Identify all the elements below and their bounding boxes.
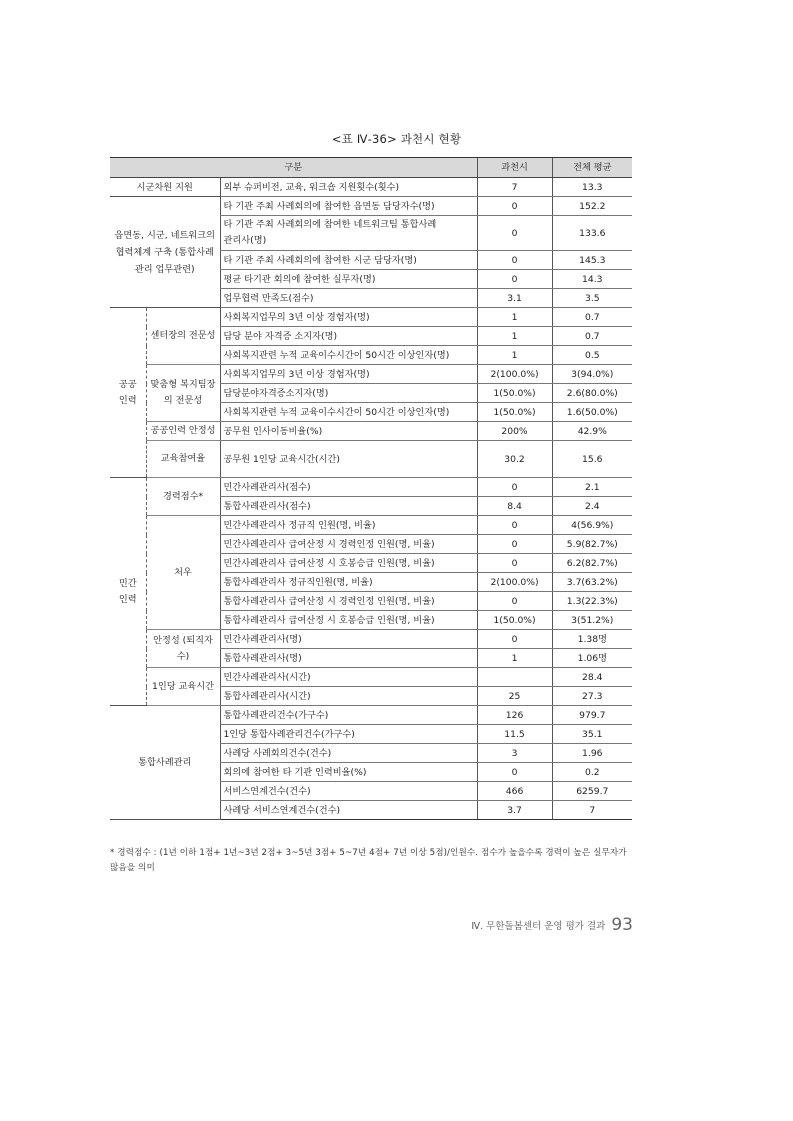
gwacheon-value: 7 [477, 178, 552, 197]
row-description: 사례당 사례회의건수(건수) [220, 744, 477, 763]
gwacheon-value: 0 [477, 270, 552, 289]
row-description: 타 기관 주최 사례회의에 참여한 네트워크팀 통합사례관리사(명) [220, 216, 477, 251]
gwacheon-value: 1(50.0%) [477, 384, 552, 403]
table-header-row [110, 158, 632, 178]
table-row [110, 516, 632, 535]
average-value: 28.4 [552, 668, 632, 687]
table-row [110, 197, 632, 216]
average-value: 1.6(50.0%) [552, 403, 632, 422]
table-caption: <표 Ⅳ-36> 과천시 현황 [331, 132, 462, 146]
row-description: 민간사례관리사(점수) [220, 478, 477, 497]
gwacheon-value: 30.2 [477, 441, 552, 478]
average-value: 27.3 [552, 687, 632, 706]
gwacheon-value: 1 [477, 649, 552, 668]
row-description: 평균 타기관 회의에 참여한 실무자(명) [220, 270, 477, 289]
row-description: 통합사례관리사(점수) [220, 497, 477, 516]
average-value: 3(94.0%) [552, 365, 632, 384]
row-description: 민간사례관리사(명) [220, 630, 477, 649]
gwacheon-value: 0 [477, 197, 552, 216]
table-row [110, 668, 632, 687]
subcategory-label: 안정성 (퇴직자수) [146, 630, 220, 668]
category-label: 읍면동, 시군, 네트워크의 협력체계 구축 (통합사례 관리 업무관련) [110, 197, 220, 308]
subcategory-label: 경력점수* [146, 478, 220, 516]
row-description: 통합사례관리사 급여산정 시 경력인정 인원(명, 비율) [220, 592, 477, 611]
gwacheon-value: 3 [477, 744, 552, 763]
category-label: 통합사례관리 [110, 706, 220, 820]
row-description: 업무협력 만족도(점수) [220, 289, 477, 308]
gwacheon-value: 0 [477, 554, 552, 573]
gwacheon-value: 8.4 [477, 497, 552, 516]
table-row [110, 308, 632, 327]
average-value: 2.6(80.0%) [552, 384, 632, 403]
footnote: * 경력점수 : (1년 이하 1점+ 1년~3년 2점+ 3~5년 3점+ 5~7년 4점+ 7년 이상 5점)/인원수. 점수가 높을수록 경력이 높은 실무자가 많음을 의미 [110, 848, 627, 873]
subcategory-label: 맞춤형 복지팀장의 전문성 [146, 365, 220, 422]
row-description: 민간사례관리사 급여산정 시 호봉승급 인원(명, 비율) [220, 554, 477, 573]
gwacheon-value: 0 [477, 592, 552, 611]
average-value: 0.2 [552, 763, 632, 782]
gwacheon-value: 0 [477, 478, 552, 497]
average-value: 7 [552, 801, 632, 820]
header-category: 구분 [110, 158, 477, 178]
gwacheon-value: 1 [477, 346, 552, 365]
gwacheon-value: 200% [477, 422, 552, 441]
category-label: 시군차원 지원 [110, 178, 220, 197]
gwacheon-value: 1(50.0%) [477, 403, 552, 422]
row-description: 1인당 통합사례관리건수(가구수) [220, 725, 477, 744]
subcategory-label: 처우 [146, 516, 220, 630]
average-value: 0.7 [552, 327, 632, 346]
average-value: 6259.7 [552, 782, 632, 801]
gwacheon-value: 126 [477, 706, 552, 725]
average-value: 2.1 [552, 478, 632, 497]
row-description: 통합사례관리사 급여산정 시 호봉승급 인원(명, 비율) [220, 611, 477, 630]
row-description: 타 기관 주최 사례회의에 참여한 읍면동 담당자수(명) [220, 197, 477, 216]
gwacheon-value: 0 [477, 216, 552, 251]
row-description: 통합사례관리사(시간) [220, 687, 477, 706]
gwacheon-value: 2(100.0%) [477, 573, 552, 592]
header-gwacheon: 과천시 [477, 158, 552, 178]
gwacheon-value: 11.5 [477, 725, 552, 744]
gwacheon-value: 466 [477, 782, 552, 801]
row-description: 사례당 서비스연계건수(건수) [220, 801, 477, 820]
subcategory-label: 교육참여율 [146, 441, 220, 478]
row-description: 통합사례관리사(명) [220, 649, 477, 668]
table-row [110, 178, 632, 197]
average-value: 3.7(63.2%) [552, 573, 632, 592]
gwacheon-value: 1 [477, 308, 552, 327]
average-value: 15.6 [552, 441, 632, 478]
average-value: 5.9(82.7%) [552, 535, 632, 554]
row-description: 담당분야자격증소지자(명) [220, 384, 477, 403]
average-value: 979.7 [552, 706, 632, 725]
average-value: 0.7 [552, 308, 632, 327]
category-label: 민간 인력 [110, 478, 146, 706]
subcategory-label: 1인당 교육시간 [146, 668, 220, 706]
average-value: 35.1 [552, 725, 632, 744]
page-number: 93 [611, 915, 633, 935]
category-label: 공공 인력 [110, 308, 146, 478]
gwacheon-value: 0 [477, 516, 552, 535]
table-body [110, 178, 632, 820]
average-value: 152.2 [552, 197, 632, 216]
average-value: 3(51.2%) [552, 611, 632, 630]
table-row [110, 630, 632, 649]
average-value: 3.5 [552, 289, 632, 308]
row-description: 사회복지업무의 3년 이상 경험자(명) [220, 365, 477, 384]
average-value: 133.6 [552, 216, 632, 251]
row-description: 서비스연계건수(건수) [220, 782, 477, 801]
average-value: 0.5 [552, 346, 632, 365]
row-description: 사회복지업무의 3년 이상 경험자(명) [220, 308, 477, 327]
average-value: 4(56.9%) [552, 516, 632, 535]
gwacheon-value: 2(100.0%) [477, 365, 552, 384]
row-description: 민간사례관리사 급여산정 시 경력인정 인원(명, 비율) [220, 535, 477, 554]
average-value: 1.38명 [552, 630, 632, 649]
subcategory-label: 공공인력 안정성 [146, 422, 220, 441]
row-description: 사회복지관련 누적 교육이수시간이 50시간 이상인자(명) [220, 403, 477, 422]
row-description: 통합사례관리건수(가구수) [220, 706, 477, 725]
gwacheon-value: 3.7 [477, 801, 552, 820]
page-footer [471, 915, 633, 935]
gwacheon-value: 1(50.0%) [477, 611, 552, 630]
row-description: 공무원 1인당 교육시간(시간) [220, 441, 477, 478]
average-value: 1.96 [552, 744, 632, 763]
row-description: 담당 분야 자격증 소지자(명) [220, 327, 477, 346]
row-description: 민간사례관리사(시간) [220, 668, 477, 687]
average-value: 13.3 [552, 178, 632, 197]
row-description: 외부 슈퍼비전, 교육, 워크숍 지원횟수(횟수) [220, 178, 477, 197]
header-overall-average: 전체 평균 [552, 158, 632, 178]
chapter-title: Ⅳ. 무한돌봄센터 운영 평가 결과 [471, 921, 606, 932]
row-description: 회의에 참여한 타 기관 인력비율(%) [220, 763, 477, 782]
table-row [110, 422, 632, 441]
average-value: 145.3 [552, 251, 632, 270]
gwacheon-value: 0 [477, 763, 552, 782]
gwacheon-value [477, 668, 552, 687]
gwacheon-value: 1 [477, 327, 552, 346]
gwacheon-value: 25 [477, 687, 552, 706]
subcategory-label: 센터장의 전문성 [146, 308, 220, 365]
row-description: 민간사례관리사 정규직 인원(명, 비율) [220, 516, 477, 535]
status-table [110, 157, 632, 820]
average-value: 2.4 [552, 497, 632, 516]
average-value: 42.9% [552, 422, 632, 441]
gwacheon-value: 0 [477, 251, 552, 270]
average-value: 6.2(82.7%) [552, 554, 632, 573]
row-description: 사회복지관련 누적 교육이수시간이 50시간 이상인자(명) [220, 346, 477, 365]
gwacheon-value: 3.1 [477, 289, 552, 308]
average-value: 1.06명 [552, 649, 632, 668]
table-row [110, 478, 632, 497]
table-row [110, 441, 632, 478]
row-description: 공무원 인사이동비율(%) [220, 422, 477, 441]
gwacheon-value: 0 [477, 535, 552, 554]
row-description: 통합사례관리사 정규직인원(명, 비율) [220, 573, 477, 592]
gwacheon-value: 0 [477, 630, 552, 649]
average-value: 1.3(22.3%) [552, 592, 632, 611]
table-row [110, 706, 632, 725]
average-value: 14.3 [552, 270, 632, 289]
table-row [110, 365, 632, 384]
row-description: 타 기관 주최 사례회의에 참여한 시군 담당자(명) [220, 251, 477, 270]
